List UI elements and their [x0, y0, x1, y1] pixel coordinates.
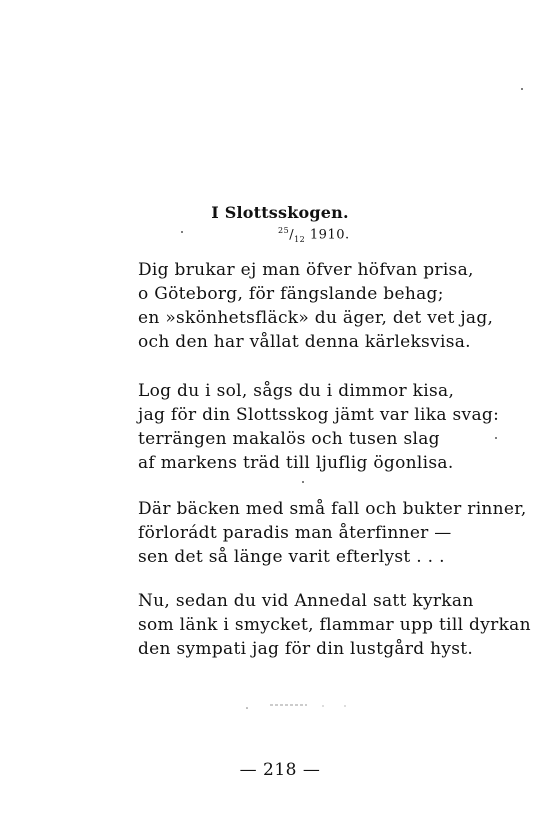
poem-date: $^{25}/_{12}$ 1910. — [278, 226, 350, 244]
verse-line: Nu, sedan du vid Annedal satt kyrkan — [138, 591, 474, 611]
verse-line: och den har vållat denna kärleksvisa. — [138, 332, 471, 352]
stanza — [138, 497, 527, 569]
stanza — [138, 379, 498, 475]
verse-line: af markens träd till ljuflig ögonlisa. — [138, 453, 454, 473]
verse-line: terrängen makalös och tusen slag — [138, 429, 440, 449]
verse-line: jag för din Slottsskog jämt var lika svag: — [138, 405, 500, 425]
date-day: 25 — [278, 226, 290, 235]
verse-line: som länk i smycket, flammar upp till dyrkan — [138, 615, 531, 635]
verse-line: en »skönhetsfläck» du äger, det vet jag, — [138, 308, 494, 328]
verse-line: Dig brukar ej man öfver höfvan prisa, — [138, 260, 474, 280]
verse-line: förlorádt paradis man återfinner — — [138, 523, 452, 543]
ornament-divider — [245, 700, 355, 710]
verse-line: Där bäcken med små fall och bukter rinner, — [138, 499, 527, 519]
verse-line: den sympati jag för din lustgård hyst. — [138, 639, 474, 659]
stanza — [138, 589, 531, 661]
print-speck — [521, 88, 523, 90]
stanza — [138, 258, 498, 354]
page-number: — 218 — — [239, 760, 321, 780]
print-speck — [302, 481, 304, 483]
date-month: 12 — [294, 234, 306, 244]
verse-line: o Göteborg, för fängslande behag; — [138, 284, 444, 304]
date-year: 1910. — [309, 227, 350, 243]
verse-line: Log du i sol, sågs du i dimmor kisa, — [138, 381, 455, 401]
verse-line: sen det så länge varit efterlyst . . . — [138, 547, 445, 567]
print-speck — [495, 437, 497, 439]
print-speck — [181, 231, 183, 233]
poem-title: I Slottsskogen. — [211, 203, 349, 222]
